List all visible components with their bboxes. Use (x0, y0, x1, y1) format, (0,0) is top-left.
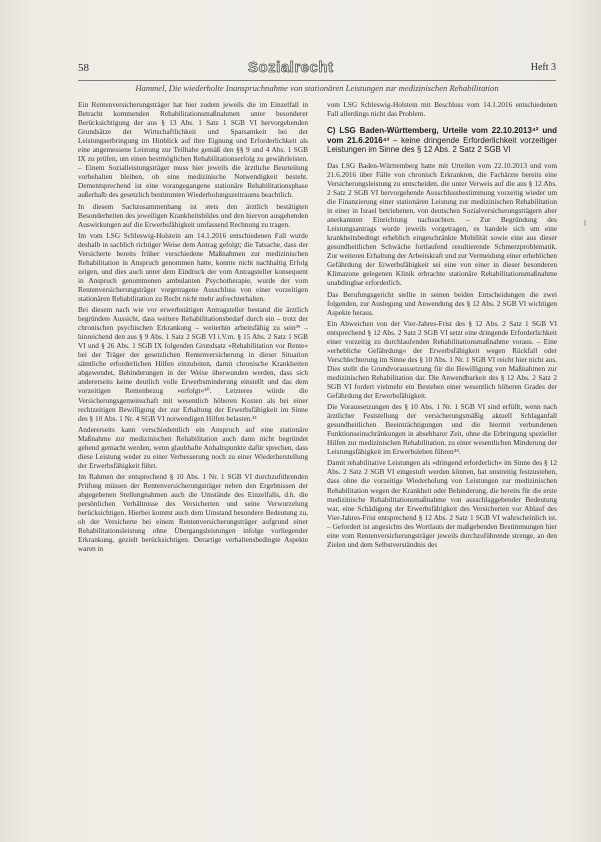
section-heading-title: C) LSG Baden-Württemberg, Urteile vom 22.10.2013⁴² und vom 21.6.2016⁴³ (327, 126, 557, 145)
paragraph: In diesem Sachzusammenhang ist stets den ärztlich bestätigten Besonderheiten des jeweiligen Krankheitsbildes und den hiervon ausgehenden Auswirkungen auf die Erwerbsfähigkeit umfassend Rechnung zu tragen. (78, 201, 308, 229)
section-heading (327, 126, 557, 155)
paragraph: Andererseits kann verschiedentlich ein Anspruch auf eine stationäre Maßnahme zur medizinischen Rehabilitation auch dann nicht begründet gehend gemacht werden, wenn glaubhafte Anhaltspunkte dafür sprechen, dass diese Leistung weder zu einer Verbesserung noch zu einer Wiederherstellung der Erwerbsfähigkeit führt. (78, 424, 308, 470)
paragraph: Das LSG Baden-Württemberg hatte mit Urteilen vom 22.10.2013 und vom 21.6.2016 über Fälle von chronisch Erkrankten, die Fachärzte bereits eine Versicherungsleistung zu entscheiden, die unter Verweis auf die aus § 12 Abs. 2 Satz 2 SGB VI hervorgehende Ausschlussbestimmung vorzeitig wieder um die Finanzierung einer stationären Leistung zur medizinischen Rehabilitation in einer in Israel betriebenen, von deutschen Sozialversicherungsträgern aber anerkannten Einrichtung nachsuchten. – Zur Begründung des Leistungsantrags wurde jeweils vorgetragen, es handele sich um eine krankheitsbedingt erheblich eingeschränkte Mobilität sowie eine aus dieser gesundheitlichen Schwäche fortlaufend resultierende Schmerzproblematik. Zur weiteren Erhaltung der Arbeitskraft und zur Vermeidung einer erheblichen Gefährdung der Erwerbsfähigkeit sei eine von einer in dieser besonderen Klimazone gelegenen Klinik erbrachte stationäre Rehabilitationsmaßnahme unabdingbar erforderlich. (327, 160, 557, 288)
paragraph: vom LSG Schleswig-Holstein mit Beschluss vom 14.1.2016 entschiedenen Fall allerdings nicht das Problem. (327, 100, 557, 119)
right-column (327, 100, 557, 551)
paragraph: Ein Abweichen von der Vier-Jahres-Frist des § 12 Abs. 2 Satz 1 SGB VI entsprechend § 12 Abs. 2 Satz 2 SGB VI setzt eine dringende Erforderlichkeit einer vorzeitig zu durchlaufenden Rehabilitationsmaßnahme voraus. – Eine »erhebliche Gefährdung« der Erwerbsfähigkeit wegen Rückfall oder Verschlechterung im Sinne des § 10 Abs. 1 Nr. 1 SGB VI reicht hier nicht aus. Dies stellt die Grundvoraussetzung für die Bewilligung von Maßnahmen zur medizinischen Rehabilitation dar. Die Anwendbarkeit des § 12 Abs. 2 Satz 2 SGB VI fordert vielmehr ein Bestehen einer wesentlich höheren Grades der Gefährdung der Erwerbsfähigkeit. (327, 318, 557, 401)
running-title: Hammel, Die wiederholte Inanspruchnahme von stationären Leistungen zur medizinischen Rehabilitation (135, 83, 499, 93)
header-rule (78, 80, 556, 81)
page-number: 58 (78, 62, 89, 74)
paragraph: Bei diesem nach wie vor erwerbstätigen Antragsteller bestand die ärztlich begründete Aussicht, dass weitere Rehabilitationsbedarf durch ein – trotz der chronischen psychischen Erkrankung – weiterhin arbeitsfähig zu sein³⁹ – hinreichend den aus § 9 Abs. 1 Satz 2 SGB VI i.V.m. § 15 Abs. 2 Satz 1 SGB VI und § 26 Abs. 1 SGB IX folgenden Grundsatz »Rehabilitation vor Rente« bei der Träger der gesetzlichen Rentenversicherung in dieser Situation sämtliche erforderlichen Hilfen einzuleiten, damit chronische Krankheiten abgewendet, Behinderungen in der Weise überwunden werden, dass sich andererseits keine deutlich volle Erwerbsminderung einstellt und das dem vorzeitigen Rentenbezug »erfolgt«⁴⁰. Letzteres würde die Versicherungsgemeinschaft mit wesentlich höheren Kosten als bei einer rechtzeitigen Bewilligung der zur Erhaltung der Erwerbsfähigkeit im Sinne des § 10 Abs. 1 Nr. 4 SGB VI notwendigen Hilfen belasten.⁴¹ (78, 305, 308, 423)
journal-title: Sozialrecht (248, 59, 334, 76)
paragraph: Im Rahmen der entsprechend § 10 Abs. 1 Nr. 1 SGB VI durchzuführenden Prüfung müssen der Rentenversicherungsträger neben den Ergebnissen der abgegebenen Stellungnahmen auch die Umstände des Einzelfalls, d.h. die persönlichen Verhältnisse des Versicherten und seine Verwurzelung berücksichtigen. Hierbei kommt auch dem Umstand besondere Bedeutung zu, ob der Versicherte bei einem Rentenversicherungsträger aufgrund einer Rehabilitationsleistung ohne Übergangsleistungen infolge vorliegender Erkrankung, gezielt berücksichtigen. Derartige verhaltensbedingte Aspekte waren in (78, 471, 308, 554)
paragraph: Damit rehabilitative Leistungen als »dringend erforderlich« im Sinne des § 12 Abs. 2 Satz 2 SGB VI eingestuft werden können, hat unstreitig festzustehen, dass ohne die vorzeitige Wiederholung von Leistungen zur medizinischen Rehabilitation wegen der Krankheit oder Behinderung, die bereits für die erste medizinische Rehabilitationsmaßnahme von ausschlaggebender Bedeutung war, eine Schädigung der Erwerbsfähigkeit des Versicherten vor Ablauf des Vier-Jahres-Frist entsprechend § 12 Abs. 2 Satz 1 SGB VI wahrscheinlich ist. – Gefordert ist angesichts des Wortlauts der maßgebenden Bestimmungen hier eine vom Rentenversicherungsträger jeweils durchzuführende strenge, an den Zielen und dem Selbstverständnis des (327, 458, 557, 549)
margin-mark (584, 220, 586, 226)
page-header (78, 59, 556, 78)
paragraph: Ein Rentenversicherungsträger hat hier zudem jeweils die im Einzelfall in Betracht kommenden Rehabilitationsmaßnahmen unter besonderer Berücksichtigung der aus § 13 Abs. 1 Satz 1 SGB VI hervorgehenden Grundsätze der Wirtschaftlichkeit und Sparsamkeit bei der Leistungserbringung im Hinblick auf ihre Eignung und Erforderlichkeit als eine angemessene Leistung zur Teilhabe gemäß den §§ 9 und 4 Abs. 1 SGB IX zu prüfen, um einen bestmöglichen Rehabilitationserfolg zu gewährleisten. – Einem Sozialleistungsträger muss hier jeweils die ärztliche Beurteilung vorbehalten bleiben, ob eine medizinische Notwendigkeit besteht. Dementsprechend ist eine vorangegangene stationäre Rehabilitationsphase außerhalb des gesetzlich bestimmten Wiederholungszeitraums beachtlich. (78, 100, 308, 200)
section-heading-subtitle: – keine dringende Erforderlichkeit vorzeitiger Leistungen im Sinne des § 12 Abs. 2 Satz 2 SGB VI (327, 135, 557, 155)
issue-label: Heft 3 (530, 62, 556, 73)
paragraph: Das Berufungsgericht stellte in seinen beiden Entscheidungen die zwei folgenden, zur Auslegung und Anwendung des § 12 Abs. 2 SGB VI wichtigen Aspekte heraus. (327, 289, 557, 317)
paragraph: Im vom LSG Schleswig-Holstein am 14.1.2016 entschiedenen Fall wurde deshalb in sachlich richtiger Weise dem Antrag gefolgt; die Tatsache, dass der Versicherte bereits früher verschiedene Maßnahmen zur medizinischen Rehabilitation in Anspruch genommen hatte, konnte nicht nachhaltig Erfolg zeigen, und dies auch unter dem Eindruck der vom Antragsteller konsequent in Anspruch genommenen ambulanten Psychotherapie, wurde der vom Rentenversicherungsträger vorgetragene Ausschluss von einer vorzeitigen stationären Rehabilitation zu Recht nicht mehr aufrechterhalten. (78, 230, 308, 303)
left-column (78, 100, 308, 555)
paragraph: Die Voraussetzungen des § 10 Abs. 1 Nr. 1 SGB VI sind erfüllt, wenn nach ärztlicher Feststellung der versicherungsmäßig aktuell Schlaganfall gesundheitlichen Beeinträchtigungen und die hiermit verbundenen Funktionseinschränkungen in absehbarer Zeit, ohne die Erbringung spezieller Hilfen zur medizinischen Rehabilitation, zu einer wesentlichen Minderung der Leistungsfähigkeit im Erwerbsleben führen⁴⁴. (327, 402, 557, 457)
